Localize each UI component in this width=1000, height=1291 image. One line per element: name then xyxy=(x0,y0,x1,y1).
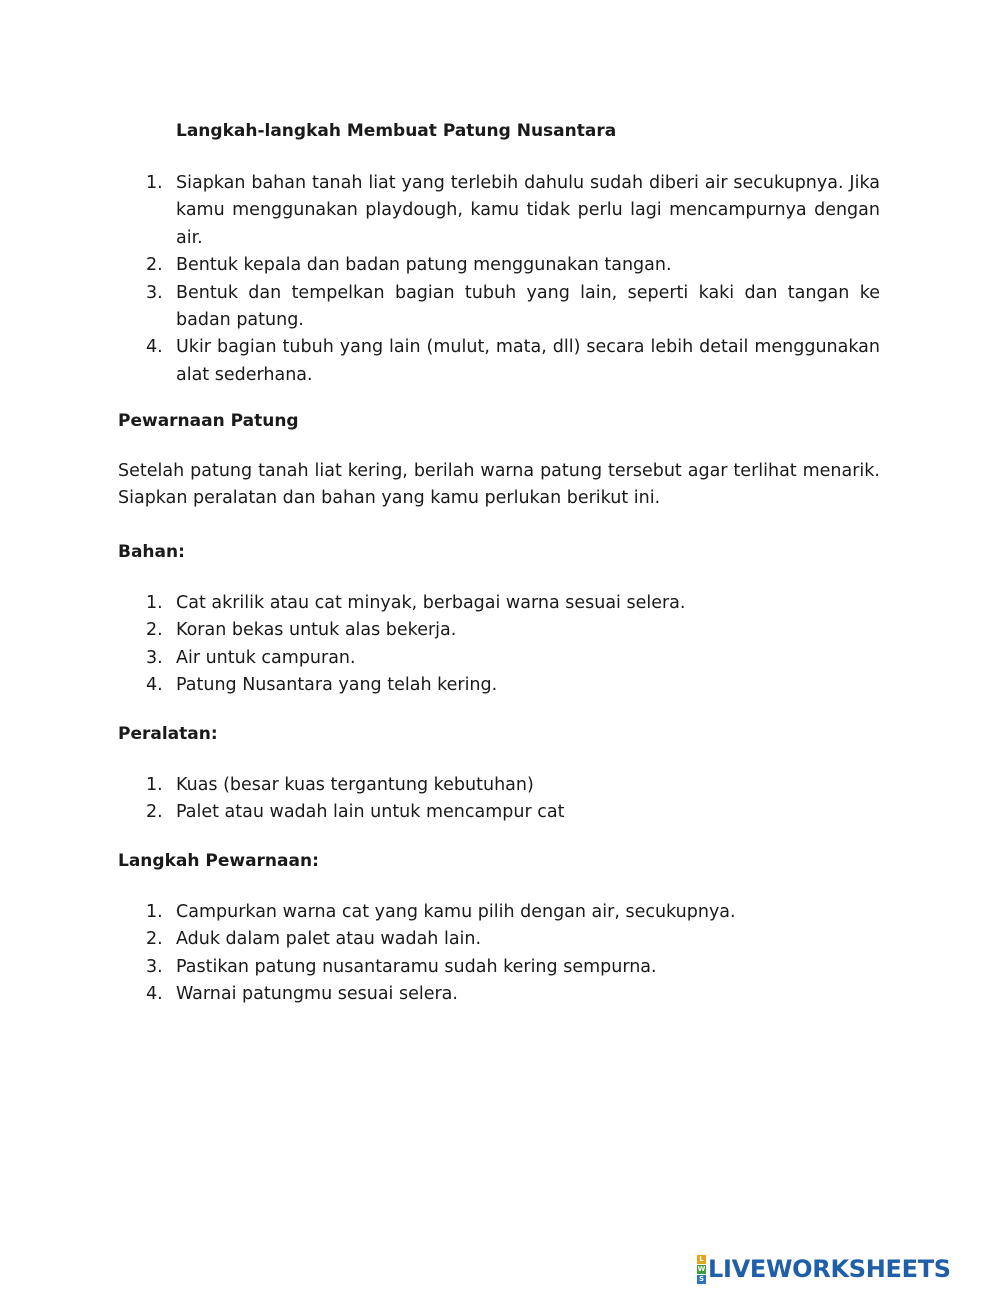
tools-heading: Peralatan: xyxy=(118,724,218,744)
materials-list xyxy=(140,590,880,700)
coloring-steps-list xyxy=(140,899,880,1009)
list-item xyxy=(140,926,880,953)
coloring-intro: Setelah patung tanah liat kering, berilah warna patung tersebut agar terlihat menarik. Siapkan peralatan dan bahan yang kamu perlukan berikut ini. xyxy=(118,461,880,509)
list-number: 2. xyxy=(146,929,163,950)
logo-cubes-icon xyxy=(697,1255,706,1284)
list-item xyxy=(140,672,880,699)
list-number: 2. xyxy=(146,620,163,641)
list-item xyxy=(140,799,880,826)
list-item xyxy=(140,170,880,252)
list-item xyxy=(140,981,880,1008)
list-text: Aduk dalam palet atau wadah lain. xyxy=(176,929,482,950)
list-number: 1. xyxy=(146,593,163,613)
list-item xyxy=(140,252,880,279)
list-item xyxy=(140,899,880,926)
list-text: Koran bekas untuk alas bekerja. xyxy=(176,620,457,641)
list-number: 2. xyxy=(146,255,163,276)
logo-cube: L xyxy=(697,1255,706,1264)
list-text: Siapkan bahan tanah liat yang terlebih dahulu sudah diberi air secukupnya. Jika kamu menggunakan playdough, kamu tidak perlu lagi mencampurnya dengan air. xyxy=(176,173,880,248)
materials-heading: Bahan: xyxy=(118,542,185,562)
list-item xyxy=(140,590,880,617)
list-text: Palet atau wadah lain untuk mencampur cat xyxy=(176,802,565,823)
list-number: 1. xyxy=(146,775,163,795)
list-item xyxy=(140,954,880,981)
list-text: Patung Nusantara yang telah kering. xyxy=(176,675,498,696)
logo-cube: S xyxy=(698,1274,705,1283)
list-text: Bentuk dan tempelkan bagian tubuh yang lain, seperti kaki dan tangan ke badan patung. xyxy=(176,282,880,331)
list-text: Bentuk kepala dan badan patung menggunakan tangan. xyxy=(176,255,672,276)
logo-cube: W xyxy=(697,1264,706,1273)
logo-text: LIVEWORKSHEETS xyxy=(708,1255,951,1283)
making-steps-list xyxy=(140,170,880,389)
list-number: 3. xyxy=(146,647,163,668)
list-number: 1. xyxy=(146,173,163,193)
list-text: Warnai patungmu sesuai selera. xyxy=(176,984,458,1005)
list-number: 4. xyxy=(146,675,163,696)
tools-list xyxy=(140,772,880,827)
list-number: 3. xyxy=(146,282,163,303)
list-item xyxy=(140,334,880,389)
liveworksheets-logo[interactable] xyxy=(697,1254,951,1284)
coloring-heading: Pewarnaan Patung xyxy=(118,411,299,431)
list-number: 4. xyxy=(146,984,163,1005)
list-text: Cat akrilik atau cat minyak, berbagai warna sesuai selera. xyxy=(176,593,686,613)
list-item xyxy=(140,645,880,672)
list-number: 4. xyxy=(146,337,163,358)
list-item xyxy=(140,772,880,799)
list-text: Ukir bagian tubuh yang lain (mulut, mata, dll) secara lebih detail menggunakan alat sederhana. xyxy=(176,337,880,385)
coloring-steps-heading: Langkah Pewarnaan: xyxy=(118,851,319,871)
list-text: Campurkan warna cat yang kamu pilih dengan air, secukupnya. xyxy=(176,902,736,922)
list-number: 3. xyxy=(146,956,163,977)
document-title: Langkah-langkah Membuat Patung Nusantara xyxy=(176,121,617,141)
list-number: 1. xyxy=(146,902,163,922)
list-number: 2. xyxy=(146,802,163,823)
list-item xyxy=(140,280,880,335)
list-text: Pastikan patung nusantaramu sudah kering sempurna. xyxy=(176,956,657,977)
list-text: Kuas (besar kuas tergantung kebutuhan) xyxy=(176,775,534,795)
list-text: Air untuk campuran. xyxy=(176,647,356,668)
list-item xyxy=(140,617,880,644)
